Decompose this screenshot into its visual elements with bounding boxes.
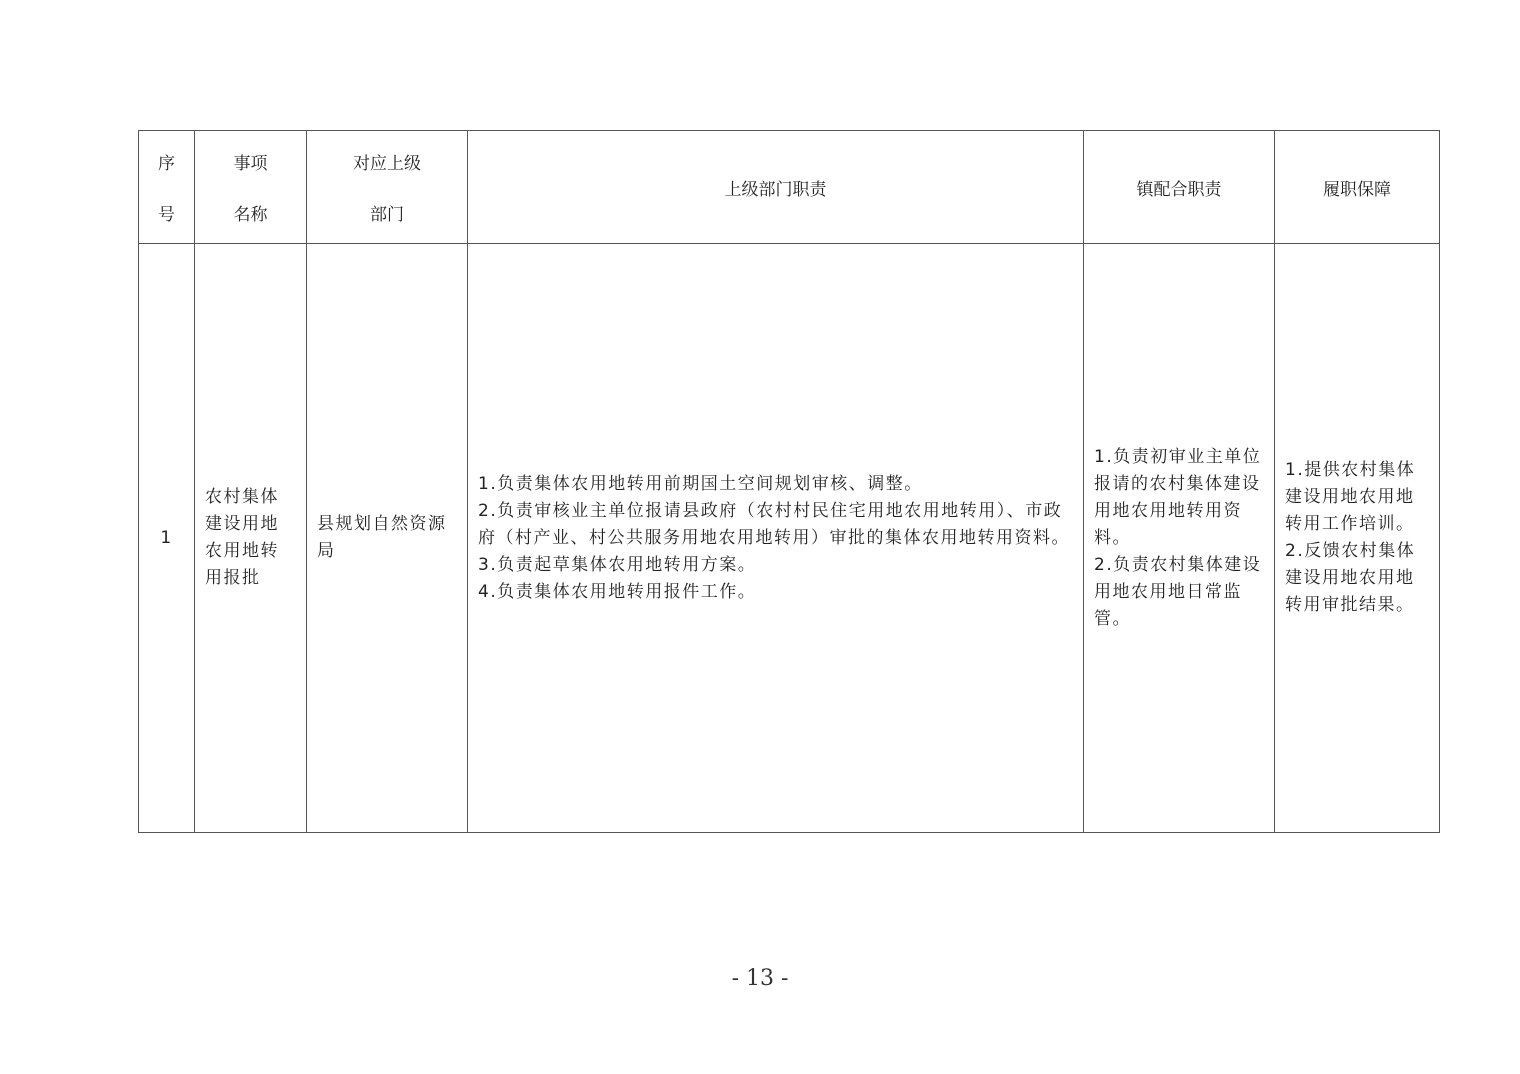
row-town-duty: [1084, 244, 1275, 833]
row-guarantee: [1275, 244, 1440, 833]
header-item-line2: 名称: [233, 205, 268, 225]
row-item-name: [195, 244, 307, 833]
row-upper-dept: [307, 244, 468, 833]
upper-duty-item: 4.负责集体农用地转用报件工作。: [478, 581, 757, 602]
header-index-line2: 号: [158, 205, 175, 225]
header-dept-line1: 对应上级: [353, 154, 421, 174]
header-index: [139, 131, 195, 244]
duty-table: [138, 130, 1440, 833]
header-item-name: [195, 131, 307, 244]
town-duty-item: 1.负责初审业主单位报请的农村集体建设用地农用地转用资料。: [1094, 446, 1262, 548]
page-number: - 13 -: [731, 966, 789, 991]
upper-duty-item: 1.负责集体农用地转用前期国土空间规划审核、调整。: [478, 473, 923, 494]
upper-duty-item: 2.负责审核业主单位报请县政府（农村村民住宅用地农用地转用）、市政府（村产业、村公共服务用地农用地转用）审批的集体农用地转用资料。: [478, 500, 1070, 548]
header-upper-duty: 上级部门职责: [468, 131, 1084, 244]
row-upper-duty: [468, 244, 1084, 833]
header-upper-dept: [307, 131, 468, 244]
row-upper-dept-text: 县规划自然资源局: [317, 514, 447, 561]
header-guarantee: 履职保障: [1275, 131, 1440, 244]
town-duty-item: 2.负责农村集体建设用地农用地日常监管。: [1094, 554, 1262, 629]
guarantee-item: 2.反馈农村集体建设用地农用地转用审批结果。: [1285, 541, 1416, 615]
header-index-line1: 序: [158, 154, 175, 174]
header-town-duty: 镇配合职责: [1084, 131, 1275, 244]
table-header-row: [139, 131, 1440, 244]
row-index: 1: [139, 244, 195, 833]
row-item-name-text: 农村集体建设用地农用地转用报批: [205, 487, 279, 588]
upper-duty-item: 3.负责起草集体农用地转用方案。: [478, 554, 757, 575]
guarantee-item: 1.提供农村集体建设用地农用地转用工作培训。: [1285, 460, 1416, 534]
header-dept-line2: 部门: [370, 205, 404, 225]
table-row: [139, 244, 1440, 833]
header-item-line1: 事项: [233, 154, 268, 174]
